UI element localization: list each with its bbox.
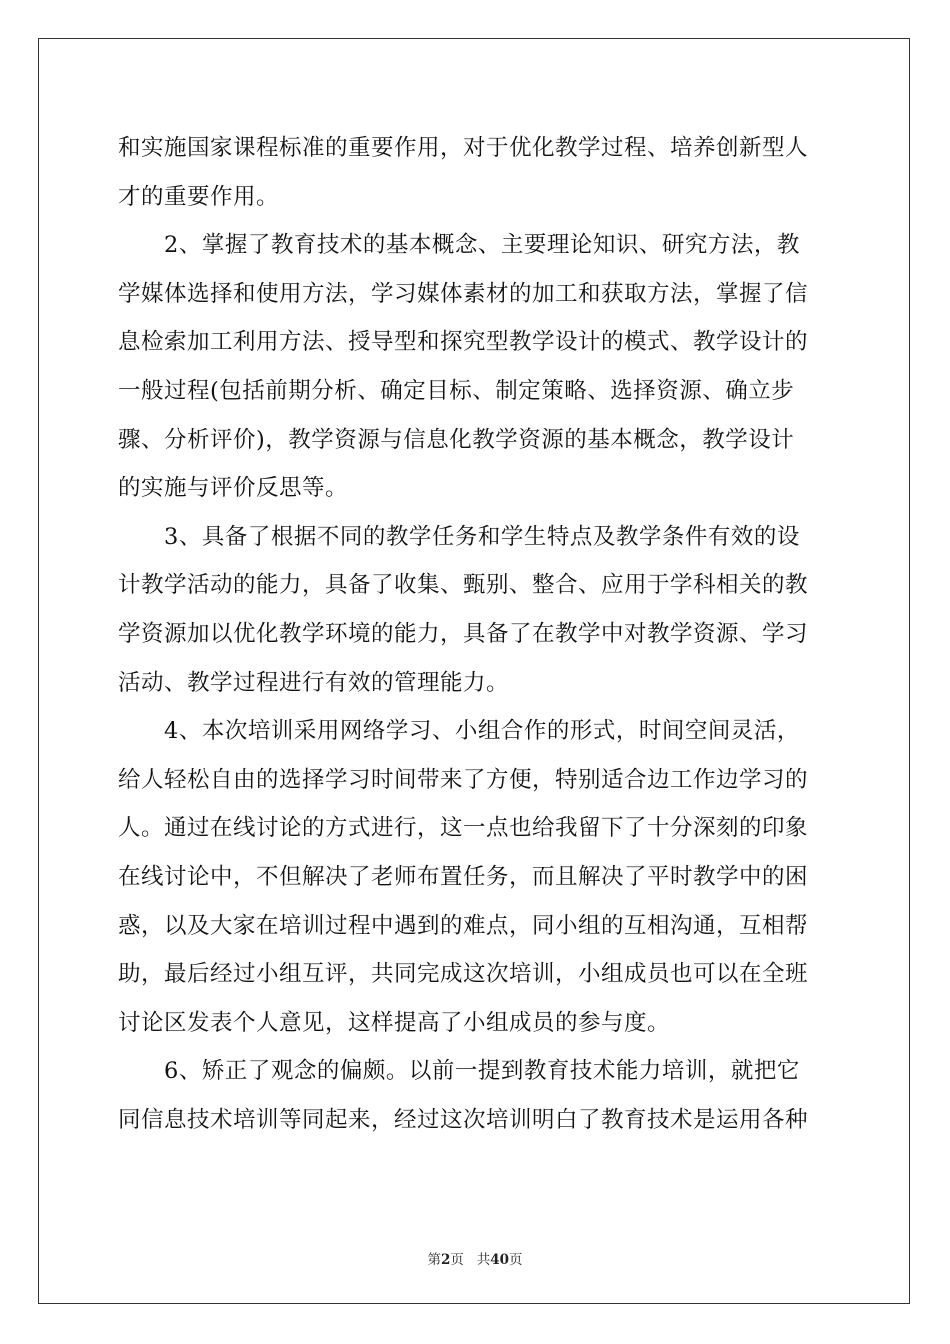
text-line: 人。通过在线讨论的方式进行，这一点也给我留下了十分深刻的印象: [118, 815, 809, 842]
text-line: 才的重要作用。: [118, 183, 280, 210]
text-line: 3、具备了根据不同的教学任务和学生特点及教学条件有效的设: [164, 523, 800, 550]
text-line: 学媒体选择和使用方法，学习媒体素材的加工和获取方法，掌握了信: [118, 280, 809, 307]
text-line: 惑，以及大家在培训过程中遇到的难点，同小组的互相沟通，互相帮: [118, 912, 809, 939]
text-line: 和实施国家课程标准的重要作用，对于优化教学过程、培养创新型人: [118, 135, 809, 161]
text-line: 同信息技术培训等同起来，经过这次培训明白了教育技术是运用各种: [118, 1106, 809, 1133]
total-prefix: 共: [476, 1252, 491, 1268]
text-line: 助，最后经过小组互评，共同完成这次培训，小组成员也可以在全班: [118, 961, 809, 988]
text-line: 在线讨论中，不但解决了老师布置任务，而且解决了平时教学中的困: [118, 863, 809, 890]
text-line: 给人轻松自由的选择学习时间带来了方便，特别适合边工作边学习的: [118, 766, 809, 793]
text-line: 的实施与评价反思等。: [118, 475, 349, 502]
text-line: 一般过程(包括前期分析、确定目标、制定策略、选择资源、确立步: [118, 377, 795, 404]
text-line: 活动、教学过程进行有效的管理能力。: [118, 669, 510, 696]
page-footer: [0, 1248, 950, 1268]
page-suffix: 页: [450, 1252, 464, 1268]
text-line: 讨论区发表个人意见，这样提高了小组成员的参与度。: [118, 1009, 671, 1036]
text-line: 2、掌握了教育技术的基本概念、主要理论知识、研究方法，教: [164, 232, 800, 259]
total-pages: 40: [490, 1252, 510, 1268]
text-line: 6、矫正了观念的偏颇。以前一提到教育技术能力培训，就把它: [164, 1058, 800, 1085]
text-line: 计教学活动的能力，具备了收集、甄别、整合、应用于学科相关的教: [118, 572, 809, 599]
text-line: 学资源加以优化教学环境的能力，具备了在教学中对教学资源、学习: [118, 620, 809, 647]
page-number: 2: [440, 1252, 451, 1268]
text-line: 骤、分析评价)，教学资源与信息化教学资源的基本概念，教学设计: [118, 426, 795, 453]
text-line: 4、本次培训采用网络学习、小组合作的形式，时间空间灵活，: [164, 718, 800, 745]
text-line: 息检索加工利用方法、授导型和探究型教学设计的模式、教学设计的: [118, 329, 809, 356]
total-suffix: 页: [509, 1252, 523, 1268]
page-prefix: 第: [427, 1252, 441, 1268]
document-body: [118, 124, 830, 1144]
